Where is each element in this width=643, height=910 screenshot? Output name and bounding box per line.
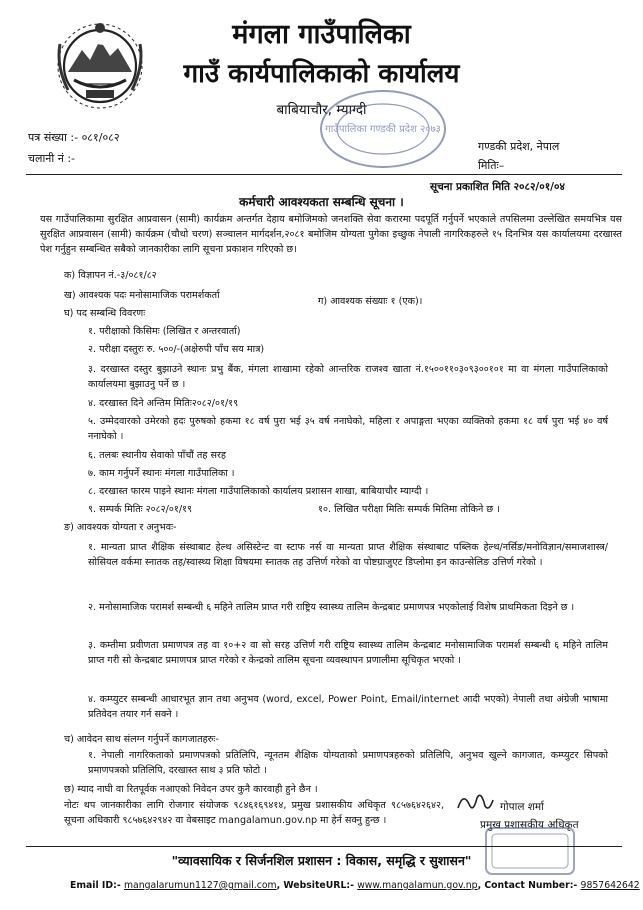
footer-tagline: "व्यावसायिक र सिर्जनशिल प्रशासन : विकास, समृद्धि र सुशासन" bbox=[171, 853, 472, 868]
signatory-title: प्रमुख प्रशासकीय अधिकृत bbox=[480, 819, 579, 831]
section-ka: क) विज्ञापन नं.-३/०८१/८२ bbox=[64, 270, 157, 281]
contact-line bbox=[70, 880, 640, 891]
published-date: सूचना प्रकाशित मिति २०८२/०१/०४ bbox=[430, 181, 565, 193]
email-link[interactable]: mangalarumun1127@gmail.com bbox=[123, 880, 277, 891]
detail-item: ५. उम्मेदवारको उमेरको हदः पुरुषको हकमा १८ वर्ष पुरा भई ३५ वर्ष ननाघेको, महिला र अपाङ्गता भएका व्यक्तिको हकमा १८ वर्ष पुरा भई ४० वर्ष ननाघेको । bbox=[88, 416, 608, 442]
municipality-name: मंगला गाउँपालिका bbox=[232, 19, 411, 50]
qualification-item: ४. कम्प्युटर सम्बन्धी आधारभूत ज्ञान तथा अनुभव (word, excel, Power Point, Email/internet आदी भएको) नेपाली तथा अंग्रेजी भाषामा प्रतिवेदन तयार गर्न सक्ने । bbox=[88, 694, 608, 720]
qualification-item: १. मान्यता प्राप्त शैक्षिक संस्थाबाट हेल्थ असिस्टेन्ट वा स्टाफ नर्स वा मान्यता प्राप्त शैक्षिक संस्थाबाट पब्लिक हेल्थ/नर्सिङ/मनोविज्ञान/समाजशास्त्र/सोसियल वर्कमा स्नातक तह/स्वास्थ्य शिक्षा विषयमा स्नातक तह उत्तिर्ण गरेको वा पोष्टग्राजुएट डिप्लोमा इन काउन्सेलिङ उत्तिर्ण गरेको । bbox=[88, 542, 608, 568]
detail-item: ९. सम्पर्क मितिः २०८२/०१/१९ bbox=[88, 504, 193, 515]
detail-item: १. परीक्षाको किसिमः (लिखित र अन्तरवार्ता) bbox=[88, 326, 241, 337]
intro-paragraph: यस गाउँपालिकामा सुरक्षित आप्रवासन (सामी) कार्यक्रम अन्तर्गत देहाय बमोजिमको जनशक्ति सेवा करारमा पदपूर्ति गर्नुपर्ने भएकाले तपसिलमा उल्लेखित समयभित्र यस सुरक्षित आप्रवासन (सामी) कार्यक्रम (चौथो चरण) सञ्चालन मार्गदर्शन,२०८१ बमोजिम योग्यता पुगेका इच्छुक नेपाली नागरिकहरुले १५ दिनभित्र यस कार्यालयमा दरखास्त पेश गर्नुहुन सम्बन्धित सबैको जानकारीका लागि सूचना प्रकाशन गरिएको छ। bbox=[40, 214, 622, 255]
website-link[interactable]: www.mangalamun.gov.np bbox=[357, 880, 478, 891]
documents-item: १. नेपाली नागरिकताको प्रमाणपत्रको प्रतिलिपि, न्यूनतम शैक्षिक योग्यताको प्रमाणपत्रहरुको प्रतिलिपि, अनुभव खुल्ने कागजात, कम्प्युटर सिपको प्रमाणपत्रको प्रतिलिपि, दरखास्त साथ ३ प्रति फोटो । bbox=[88, 750, 608, 776]
section-ga: ग) आवश्यक संख्याः १ (एक)। bbox=[318, 296, 423, 307]
signatory-name: गोपाल शर्मा bbox=[500, 801, 544, 813]
detail-item: ८. दरखास्त फारम पाइने स्थानः मंगला गाउँपालिकाको कार्यालय प्रशासन शाखा, बाबियाचौर म्याग्दी । bbox=[88, 486, 429, 497]
footer-divider bbox=[26, 846, 622, 847]
detail-item: ३. दरखास्त दस्तुर बुझाउने स्थानः प्रभु बैंक, मंगला शाखामा रहेको आन्तरिक राजश्व खाता नं.१५००११०३०९३००१०१ मा वा मंगला गाउँपालिकाको कार्यालयमा बुझाउनु पर्ने छ । bbox=[88, 364, 608, 390]
detail-item: ४. दरखास्त दिने अन्तिम मितिः२०८२/०१/१९ bbox=[88, 398, 239, 409]
date: मितिः– bbox=[478, 159, 505, 172]
detail-item: ६. तलबः स्थानीय सेवाको पाँचौं तह सरह bbox=[88, 450, 226, 461]
stamp-text: गाउँपालिका गण्डकी प्रदेश २०७३ bbox=[325, 124, 441, 135]
email-label: Email ID:- bbox=[70, 880, 121, 891]
office-address: बाबियाचौर, म्याग्दी bbox=[276, 102, 367, 118]
notice-title: कर्मचारी आवश्यकता सम्बन्धि सूचना । bbox=[239, 195, 404, 209]
phone-link[interactable]: 9857642642 bbox=[580, 880, 640, 891]
section-chha: छ) म्याद नाघी वा रितपूर्वक नआएको निवेदन उपर कुनै कारवाही हुने छैन । bbox=[64, 784, 318, 795]
detail-item: ७. काम गर्नुपर्ने स्थानः मंगला गाउँपालिका । bbox=[88, 468, 235, 479]
province: गण्डकी प्रदेश, नेपाल bbox=[478, 140, 560, 153]
qualification-item: २. मनोसामाजिक परामर्श सम्बन्धी ६ महिने तालिम प्राप्त गरी राष्ट्रिय स्वास्थ्य तालिम केन्द्रबाट प्रमाणपत्र भएकोलाई विशेष प्राथमिकता दिइने छ । bbox=[88, 602, 575, 613]
section-gha: घ) पद सम्बन्धि विवरणः bbox=[64, 308, 146, 319]
office-name: गाउँ कार्यपालिकाको कार्यालय bbox=[183, 59, 460, 89]
section-kha: ख) आवश्यक पदः मनोसामाजिक परामर्शकर्ता bbox=[64, 290, 220, 301]
section-nga: ङ) आवश्यक योग्यता र अनुभवः- bbox=[64, 522, 177, 533]
office-stamp-icon bbox=[312, 84, 454, 174]
qualification-item: ३. कम्तीमा प्रवीणता प्रमाणपत्र तह वा १०+२ वा सो सरह उत्तिर्ण गरी राष्ट्रिय स्वास्थ्य तालिम केन्द्रबाट मनोसामाजिक परामर्श सम्बन्धी ६ महिने तालिम प्राप्त गरी सो केन्द्रबाट प्रमाणपत्र प्राप्त गरेको र केन्द्रको तालिम सूचना व्यवस्थापन प्रणालीमा सूचिकृत भएको । bbox=[88, 640, 608, 666]
dispatch-number: चलानी नं :- bbox=[28, 152, 76, 165]
phone-label: , Contact Number:- bbox=[477, 880, 578, 891]
section-cha: च) आवेदन साथ संलग्न गर्नुपर्ने कागजातहरुः- bbox=[64, 734, 219, 745]
website-label: , WebsiteURL:- bbox=[276, 880, 354, 891]
detail-item: २. परीक्षा दस्तुरः रु. ५००/-(अक्षेरुपी पाँच सय मात्र) bbox=[88, 344, 265, 355]
letter-number: पत्र संख्या :- ०८१/०८२ bbox=[28, 131, 120, 144]
signature-icon bbox=[455, 788, 495, 816]
contact-note: नोटः थप जानकारीका लागि रोजगार संयोजक ९८४६१६९४१४, प्रमुख प्रशासकीय अधिकृत ९८५७६४२६४२, सूचना अधिकारी ९८५७६४२९४२ वा वेबसाइट mangalamun.gov.np मा हेर्न सक्नु हुन्छ । bbox=[64, 800, 444, 826]
detail-item: १०. लिखित परीक्षा मितिः सम्पर्क मितिमा तोकिने छ । bbox=[318, 504, 500, 515]
header-divider bbox=[26, 174, 622, 175]
